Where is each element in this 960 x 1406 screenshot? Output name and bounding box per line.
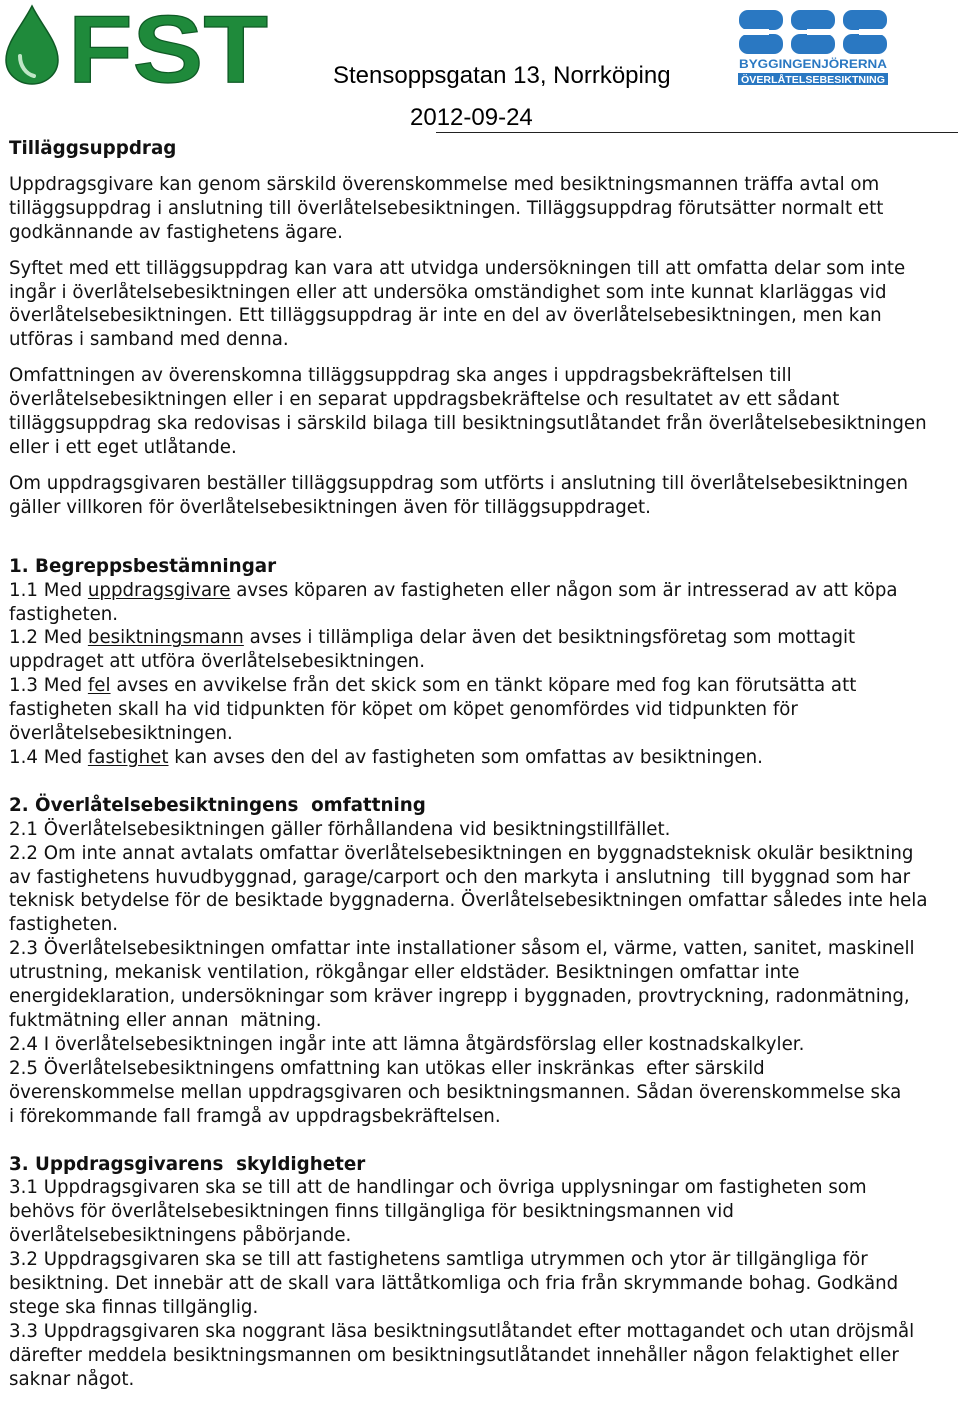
text-line: överlåtelsebesiktningen eller i en separat uppdragsbekräftelse och resultatet av ett sådant [9, 389, 840, 411]
text-line: utrustning, mekanisk ventilation, rökgångar eller eldstäder. Besiktningen omfattar inte [9, 962, 800, 984]
text-line: Syftet med ett tilläggsuppdrag kan vara att utvidga undersökningen till att omfatta delar som inte [9, 257, 906, 279]
text-line: 2.4 I överlåtelsebesiktningen ingår inte att lämna åtgärdsförslag eller kostnadskalkyler. [9, 1033, 805, 1055]
text-line: av fastighetens huvudbyggnad, garage/carport och den markyta i anslutning till byggnad som har [9, 866, 911, 888]
spacer [9, 460, 939, 472]
fst-logo-text: FST [68, 4, 268, 88]
paragraph-intro-4 [9, 472, 939, 520]
term-fel: fel [87, 675, 111, 697]
fst-logo [2, 4, 272, 88]
spacer [9, 520, 939, 555]
text-line: ingår i överlåtelsebesiktningen eller att undersöka omständighet som inte kunnat klarläggas vid [9, 281, 887, 303]
spacer [9, 245, 939, 257]
header-date: 2012-09-24 [410, 104, 533, 131]
text-line: teknisk betydelse för de besiktade byggnaderna. Överlåtelsebesiktningen omfattar således inte hela [9, 890, 928, 912]
text-line: 2.5 Överlåtelsebesiktningens omfattning kan utökas eller inskränkas efter särskild [9, 1057, 765, 1079]
text-span: avses en avvikelse från det skick som en tänkt köpare med fog kan förutsätta att [110, 675, 857, 697]
text-line: gäller villkoren för överlåtelsebesiktningen även för tilläggsuppdraget. [9, 496, 651, 518]
sbr-logo [737, 8, 889, 88]
text-line: behövs för överlåtelsebesiktningen finns tillgängliga för besiktningsmannen vid [9, 1201, 734, 1223]
document-body [9, 137, 939, 1392]
header-divider [436, 132, 958, 133]
spacer [9, 770, 939, 794]
text-line: energideklaration, undersökningar som kräver ingrepp i byggnaden, provtryckning, radonmätning, [9, 986, 910, 1008]
text-line: fastigheten skall ha vid tidpunkten för köpet om köpet genomfördes vid tidpunkten för [9, 699, 798, 721]
text-line: utföras i samband med denna. [9, 329, 289, 351]
text-line: fuktmätning eller annan mätning. [9, 1010, 322, 1031]
text-line: eller i ett eget utlåtande. [9, 436, 237, 458]
sbr-logo-line1: BYGGINGENJÖRERNA [739, 59, 866, 71]
oil-drop-icon [6, 6, 58, 84]
text-line: fastigheten. [9, 603, 119, 625]
section-title-tillaggsuppdrag: Tilläggsuppdrag [9, 138, 177, 159]
text-line: saknar något. [9, 1368, 135, 1390]
section-3-body [9, 1176, 939, 1391]
spacer [9, 161, 939, 173]
text-span: 1.1 Med [9, 579, 88, 601]
section-title-2: 2. Överlåtelsebesiktningens omfattning [9, 794, 426, 816]
text-line: uppdraget att utföra överlåtelsebesiktningen. [9, 651, 425, 673]
text-line: stege ska finnas tillgänglig. [9, 1296, 259, 1318]
definition-1-4 [9, 746, 934, 770]
definition-1-1 [9, 579, 934, 603]
text-line: 2.3 Överlåtelsebesiktningen omfattar inte installationer såsom el, värme, vatten, sanitet, maskinell [9, 938, 915, 960]
text-line: överenskommelse mellan uppdragsgivaren och besiktningsmannen. Sådan överenskommelse ska [9, 1081, 902, 1103]
text-line: 3.2 Uppdragsgivaren ska se till att fastighetens samtliga utrymmen och ytor är tillgängliga för [9, 1249, 868, 1271]
paragraph-intro-1 [9, 173, 939, 245]
text-line: överlåtelsebesiktningens påbörjande. [9, 1225, 352, 1247]
text-line: godkännande av fastighetens ägare. [9, 221, 343, 243]
text-line: tilläggsuppdrag i anslutning till överlåtelsebesiktningen. Tilläggsuppdrag förutsätter normalt ett [9, 197, 884, 219]
header-address: Stensoppsgatan 13, Norrköping [333, 62, 671, 89]
term-uppdragsgivare: uppdragsgivare [87, 579, 231, 601]
text-line: därefter meddela besiktningsmannen om besiktningsutlåtandet innehåller någon felaktighet eller [9, 1344, 899, 1366]
spacer [9, 352, 939, 364]
section-2-body [9, 818, 939, 1129]
text-line: överlåtelsebesiktningen. Ett tilläggsuppdrag är inte en del av överlåtelsebesiktningen, men kan [9, 305, 882, 327]
text-line: Omfattningen av överenskomna tilläggsuppdrag ska anges i uppdragsbekräftelsen till [9, 365, 792, 387]
text-line: tilläggsuppdrag ska redovisas i särskild bilaga till besiktningsutlåtandet från överlåtelsebesiktningen [9, 413, 927, 435]
text-span: 1.2 Med [9, 627, 88, 649]
text-line: 2.2 Om inte annat avtalats omfattar överlåtelsebesiktningen en byggnadsteknisk okulär besiktning [9, 842, 914, 864]
text-line: 2.1 Överlåtelsebesiktningen gäller förhållandena vid besiktningstillfället. [9, 818, 671, 840]
text-line: besiktning. Det innebär att de skall vara lättåtkomliga och fria från skrymmande bohag. Godkänd [9, 1273, 899, 1295]
text-line: 3.3 Uppdragsgivaren ska noggrant läsa besiktningsutlåtandet efter mottagandet och utan dröjsmål [9, 1320, 915, 1342]
text-line: Om uppdragsgivaren beställer tilläggsuppdrag som utförts i anslutning till överlåtelsebesiktningen [9, 472, 909, 494]
text-span: avses köparen av fastigheten eller någon som är intresserad av att köpa [230, 579, 898, 601]
spacer [9, 1129, 939, 1153]
section-title-1: 1. Begreppsbestämningar [9, 555, 277, 577]
term-fastighet: fastighet [87, 746, 169, 768]
page-header [0, 0, 960, 136]
text-line: Uppdragsgivare kan genom särskild överenskommelse med besiktningsmannen träffa avtal om [9, 173, 880, 195]
text-span: kan avses den del av fastigheten som omfattas av besiktningen. [168, 746, 763, 768]
definition-1-3 [9, 674, 934, 698]
section-title-3: 3. Uppdragsgivarens skyldigheter [9, 1153, 366, 1175]
text-span: 1.4 Med [9, 746, 88, 768]
text-line: i förekommande fall framgå av uppdragsbekräftelsen. [9, 1105, 501, 1127]
section-1-body [9, 579, 939, 770]
text-line: överlåtelsebesiktningen. [9, 723, 233, 745]
sbr-logo-line2: ÖVERLÅTELSEBESIKTNING [741, 75, 877, 86]
text-line: fastigheten. [9, 914, 119, 936]
definition-1-2 [9, 626, 934, 650]
text-span: avses i tillämpliga delar även det besiktningsföretag som mottagit [243, 627, 856, 649]
term-besiktningsmann: besiktningsmann [87, 627, 244, 649]
paragraph-intro-3 [9, 364, 939, 460]
text-span: 1.3 Med [9, 675, 88, 697]
paragraph-intro-2 [9, 257, 939, 353]
text-line: 3.1 Uppdragsgivaren ska se till att de handlingar och övriga upplysningar om fastigheten som [9, 1177, 867, 1199]
